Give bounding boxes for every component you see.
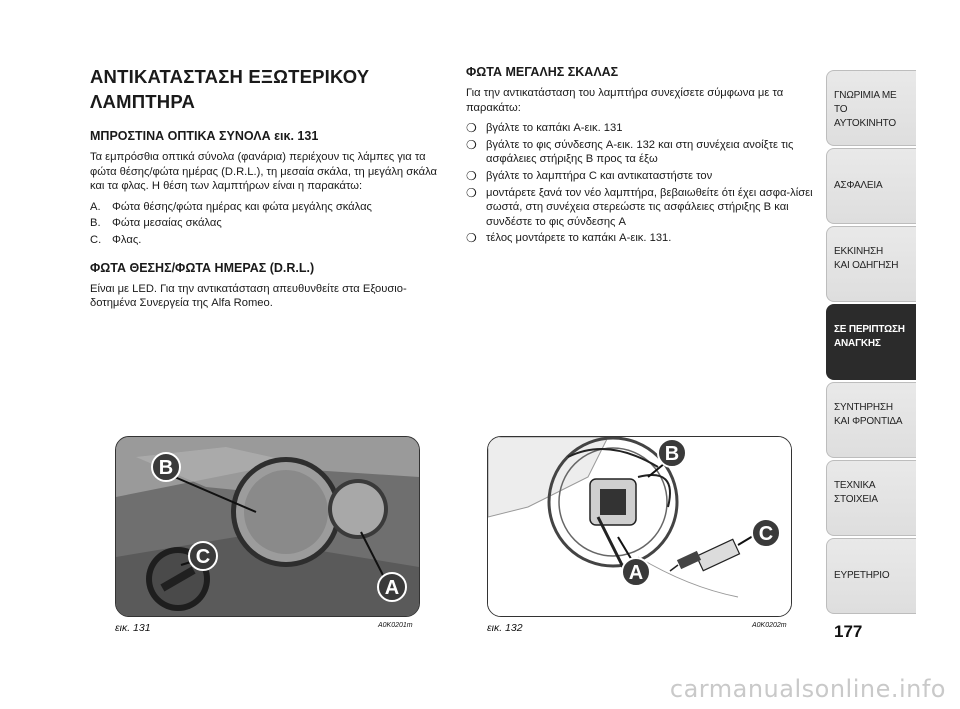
headlight-assembly-illustration bbox=[116, 437, 419, 616]
tab-label: ΕΥΡΕΤΗΡΙΟ bbox=[834, 570, 890, 581]
section-title-front-lights: ΜΠΡΟΣΤΙΝΑ ΟΠΤΙΚΑ ΣΥΝΟΛΑ εικ. 131 bbox=[90, 129, 319, 143]
label-a-badge bbox=[622, 558, 650, 586]
list-item bbox=[90, 216, 446, 231]
tab-starting-driving[interactable] bbox=[826, 226, 916, 302]
tab-technical-data[interactable] bbox=[826, 460, 916, 536]
page-title-line1: ΑΝΤΙΚΑΤΑΣΤΑΣΗ ΕΞΩΤΕΡΙΚΟΥ bbox=[90, 66, 370, 87]
bullet-icon: ❍ bbox=[466, 121, 477, 136]
tab-safety[interactable] bbox=[826, 148, 916, 224]
svg-text:C: C bbox=[195, 546, 211, 568]
bullet-icon: ❍ bbox=[466, 185, 477, 200]
svg-text:B: B bbox=[158, 457, 174, 479]
tab-label: ΓΝΩΡΙΜΙΑ ΜΕ ΤΟ bbox=[834, 90, 897, 115]
figure-131-caption: εικ. 131 bbox=[115, 622, 151, 634]
label-b-badge bbox=[152, 453, 180, 481]
watermark: carmanualsonline.info bbox=[669, 675, 946, 703]
tab-label: ΣΤΟΙΧΕΙΑ bbox=[834, 494, 878, 505]
step-text: τέλος μοντάρετε το καπάκι A-εικ. 131. bbox=[486, 232, 672, 245]
tab-label: ΑΝΑΓΚΗΣ bbox=[834, 338, 881, 349]
tab-maintenance[interactable] bbox=[826, 382, 916, 458]
tab-getting-to-know[interactable] bbox=[826, 70, 916, 146]
step-text: βγάλτε το λαμπτήρα C και αντικαταστήστε τον bbox=[486, 169, 713, 182]
svg-text:A: A bbox=[628, 562, 644, 584]
tab-label: ΚΑΙ ΟΔΗΓΗΣΗ bbox=[834, 260, 899, 271]
figure-132 bbox=[487, 436, 792, 617]
label-c-badge bbox=[752, 519, 780, 547]
svg-text:B: B bbox=[664, 443, 680, 465]
list-item-label: B. bbox=[90, 217, 101, 230]
step-text: μοντάρετε ξανά τον νέο λαμπτήρα, βεβαιωθείτε ότι έχει ασφα-λίσει σωστά, στη συνέχεια στερεώστε τις ασφάλειες στήριξης B και συνδέστε το φις σύνδεσης A bbox=[486, 186, 813, 228]
bullet-icon: ❍ bbox=[466, 168, 477, 183]
bullet-icon: ❍ bbox=[466, 231, 477, 246]
bullet-icon: ❍ bbox=[466, 137, 477, 152]
list-item bbox=[90, 233, 446, 248]
tab-label: ΣΥΝΤΗΡΗΣΗ bbox=[834, 402, 893, 413]
list-item-label: C. bbox=[90, 233, 102, 246]
step-item bbox=[466, 186, 814, 230]
step-item bbox=[466, 121, 814, 136]
list-item-text: Φώτα θέσης/φώτα ημέρας και φώτα μεγάλης σκάλας bbox=[112, 200, 372, 213]
section-title-drl: ΦΩΤΑ ΘΕΣΗΣ/ΦΩΤΑ ΗΜΕΡΑΣ (D.R.L.) bbox=[90, 260, 315, 275]
tab-label: ΣΕ ΠΕΡΙΠΤΩΣΗ bbox=[834, 324, 905, 335]
tab-label: ΚΑΙ ΦΡΟΝΤΙΔΑ bbox=[834, 416, 903, 427]
label-b-badge bbox=[658, 439, 686, 467]
left-column bbox=[90, 64, 446, 317]
step-text: βγάλτε το φις σύνδεσης A-εικ. 132 και στη συνέχεια ανοίξτε τις ασφάλειες στήριξης B προς τα έξω bbox=[486, 138, 794, 166]
front-lights-paragraph: Τα εμπρόσθια οπτικά σύνολα (φανάρια) περιέχουν τις λάμπες για τα φώτα θέσης/φώτα ημέρας (D.R.L.), τη μεσαία σκάλα, τη μεγάλη σκάλα και τα φλας. Η θέση των λαμπτήρων είναι η παρακάτω: bbox=[90, 151, 437, 193]
svg-text:A: A bbox=[384, 577, 400, 599]
page-title bbox=[90, 64, 446, 114]
drl-paragraph: Είναι με LED. Για την αντικατάσταση απευθυνθείτε στα Εξουσιο-δοτημένα Συνεργεία της Alfa Romeo. bbox=[90, 282, 407, 310]
step-text: βγάλτε το καπάκι A-εικ. 131 bbox=[486, 122, 623, 135]
figure-132-caption: εικ. 132 bbox=[487, 622, 523, 634]
list-item-text: Φλας. bbox=[112, 233, 142, 246]
label-c-badge bbox=[189, 542, 217, 570]
svg-text:C: C bbox=[758, 523, 774, 545]
page-title-line2: ΛΑΜΠΤΗΡΑ bbox=[90, 91, 196, 112]
step-item bbox=[466, 231, 814, 246]
tab-label: ΕΚΚΙΝΗΣΗ bbox=[834, 246, 884, 257]
tab-index[interactable] bbox=[826, 538, 916, 614]
figure-132-code: A0K0202m bbox=[752, 622, 787, 629]
list-item bbox=[90, 200, 446, 215]
step-item bbox=[466, 138, 814, 167]
tab-label: ΑΣΦΑΛΕΙΑ bbox=[834, 180, 883, 191]
list-item-label: A. bbox=[90, 200, 101, 213]
tab-label: ΑΥΤΟΚΙΝΗΤΟ bbox=[834, 118, 896, 129]
label-a-badge bbox=[378, 573, 406, 601]
figure-131 bbox=[115, 436, 420, 617]
list-item-text: Φώτα μεσαίας σκάλας bbox=[112, 217, 222, 230]
high-beam-bulb-illustration bbox=[488, 437, 791, 616]
figure-131-code: A0K0201m bbox=[378, 622, 413, 629]
high-beam-intro: Για την αντικατάσταση του λαμπτήρα συνεχίσετε σύμφωνα με τα παρακάτω: bbox=[466, 87, 784, 114]
step-item bbox=[466, 169, 814, 184]
section-title-high-beam: ΦΩΤΑ ΜΕΓΑΛΗΣ ΣΚΑΛΑΣ bbox=[466, 65, 619, 79]
right-column bbox=[466, 64, 814, 248]
page-number: 177 bbox=[834, 622, 863, 641]
chapter-tabs bbox=[826, 70, 916, 616]
tab-label: ΤΕΧΝΙΚΑ bbox=[834, 480, 876, 491]
tab-emergency[interactable] bbox=[826, 304, 916, 380]
